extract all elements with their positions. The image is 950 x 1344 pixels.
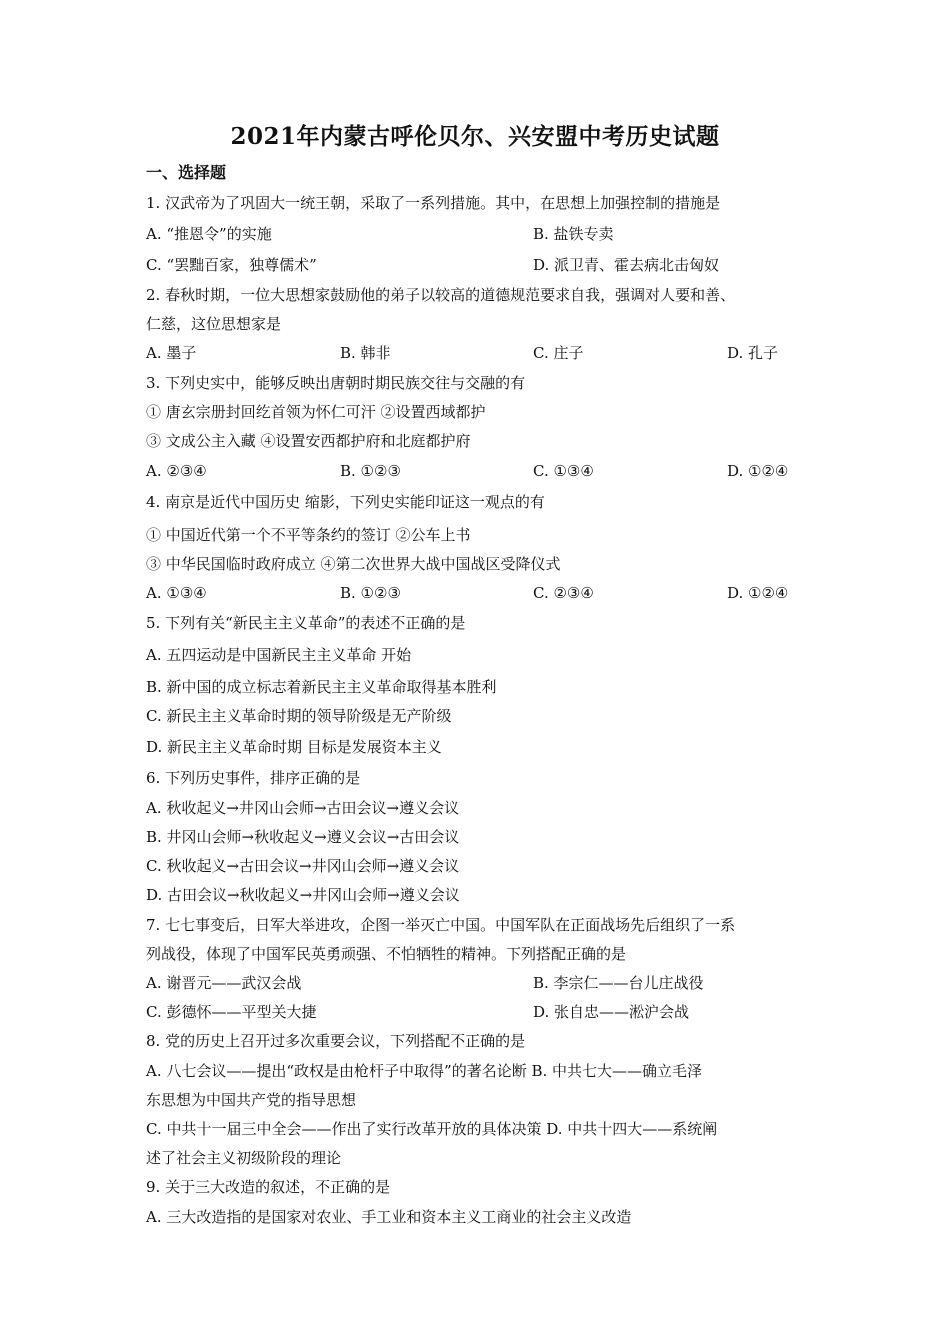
option: C. 新民主主义革命时期的领导阶级是无产阶级 bbox=[146, 707, 452, 725]
option: A. ①③④ bbox=[146, 584, 207, 602]
option: C. 庄子 bbox=[533, 344, 584, 362]
option: A. 墨子 bbox=[146, 344, 197, 362]
option: A. 八七会议——提出“政权是由枪杆子中取得”的著名论断 B. 中共七大——确立毛泽 bbox=[146, 1062, 703, 1080]
option: C. “罢黜百家，独尊儒术” bbox=[146, 256, 317, 274]
option: D. 张自忠——淞沪会战 bbox=[533, 1003, 690, 1021]
option: D. 孔子 bbox=[727, 344, 779, 362]
question-stem: 列战役，体现了中国军民英勇顽强、不怕牺牲的精神。下列搭配正确的是 bbox=[146, 945, 627, 963]
question-stem: ① 唐玄宗册封回纥首领为怀仁可汗 ②设置西域都护 bbox=[146, 403, 486, 421]
option: B. ①②③ bbox=[340, 584, 401, 602]
question-stem: 7. 七七事变后，日军大举进攻，企图一举灭亡中国。中国军队在正面战场先后组织了一系 bbox=[146, 916, 736, 934]
option: C. ②③④ bbox=[533, 584, 594, 602]
option: 东思想为中国共产党的指导思想 bbox=[146, 1091, 357, 1109]
question-stem: 2. 春秋时期，一位大思想家鼓励他的弟子以较高的道德规范要求自我，强调对人要和善、 bbox=[146, 286, 736, 304]
question-stem: 仁慈，这位思想家是 bbox=[146, 315, 282, 333]
option: D. 新民主主义革命时期 目标是发展资本主义 bbox=[146, 738, 442, 756]
question-stem: ① 中国近代第一个不平等条约的签订 ②公车上书 bbox=[146, 526, 471, 544]
option: D. ①②④ bbox=[727, 462, 789, 480]
option: C. 彭德怀——平型关大捷 bbox=[146, 1003, 317, 1021]
question-stem: 5. 下列有关“新民主主义革命”的表述不正确的是 bbox=[146, 614, 466, 632]
option: D. 古田会议→秋收起义→井冈山会师→遵义会议 bbox=[146, 886, 460, 904]
question-stem: 6. 下列历史事件，排序正确的是 bbox=[146, 769, 361, 787]
option: C. ①③④ bbox=[533, 462, 594, 480]
option: B. 新中国的成立标志着新民主主义革命取得基本胜利 bbox=[146, 678, 497, 696]
question-stem: 8. 党的历史上召开过多次重要会议，下列搭配不正确的是 bbox=[146, 1032, 526, 1050]
option: A. “推恩令”的实施 bbox=[146, 225, 272, 243]
question-stem: 9. 关于三大改造的叙述，不正确的是 bbox=[146, 1178, 391, 1196]
question-stem: ③ 文成公主入藏 ④设置安西都护府和北庭都护府 bbox=[146, 432, 471, 450]
option: D. 派卫青、霍去病北击匈奴 bbox=[533, 256, 720, 274]
option: A. 谢晋元——武汉会战 bbox=[146, 974, 302, 992]
option: B. 井冈山会师→秋收起义→遵义会议→古田会议 bbox=[146, 828, 460, 846]
question-stem: 4. 南京是近代中国历史 缩影，下列史实能印证这一观点的有 bbox=[146, 493, 545, 511]
page-title: 2021年内蒙古呼伦贝尔、兴安盟中考历史试题 bbox=[230, 123, 720, 150]
option: B. ①②③ bbox=[340, 462, 401, 480]
question-stem: 3. 下列史实中，能够反映出唐朝时期民族交往与交融的有 bbox=[146, 374, 526, 392]
option: B. 盐铁专卖 bbox=[533, 225, 614, 243]
option: A. 秋收起义→井冈山会师→古田会议→遵义会议 bbox=[146, 799, 460, 817]
option: A. 五四运动是中国新民主主义革命 开始 bbox=[146, 646, 412, 664]
question-stem: 1. 汉武帝为了巩固大一统王朝，采取了一系列措施。其中，在思想上加强控制的措施是 bbox=[146, 194, 721, 212]
option: C. 中共十一届三中全会——作出了实行改革开放的具体决策 D. 中共十四大——系统阐 bbox=[146, 1120, 718, 1138]
option: B. 韩非 bbox=[340, 344, 391, 362]
option: D. ①②④ bbox=[727, 584, 789, 602]
option: 述了社会主义初级阶段的理论 bbox=[146, 1149, 342, 1167]
option: A. ②③④ bbox=[146, 462, 207, 480]
question-stem: ③ 中华民国临时政府成立 ④第二次世界大战中国战区受降仪式 bbox=[146, 555, 561, 573]
option: B. 李宗仁——台儿庄战役 bbox=[533, 974, 704, 992]
section-heading: 一、选择题 bbox=[146, 163, 227, 182]
option: A. 三大改造指的是国家对农业、手工业和资本主义工商业的社会主义改造 bbox=[146, 1208, 632, 1226]
option: C. 秋收起义→古田会议→井冈山会师→遵义会议 bbox=[146, 857, 460, 875]
